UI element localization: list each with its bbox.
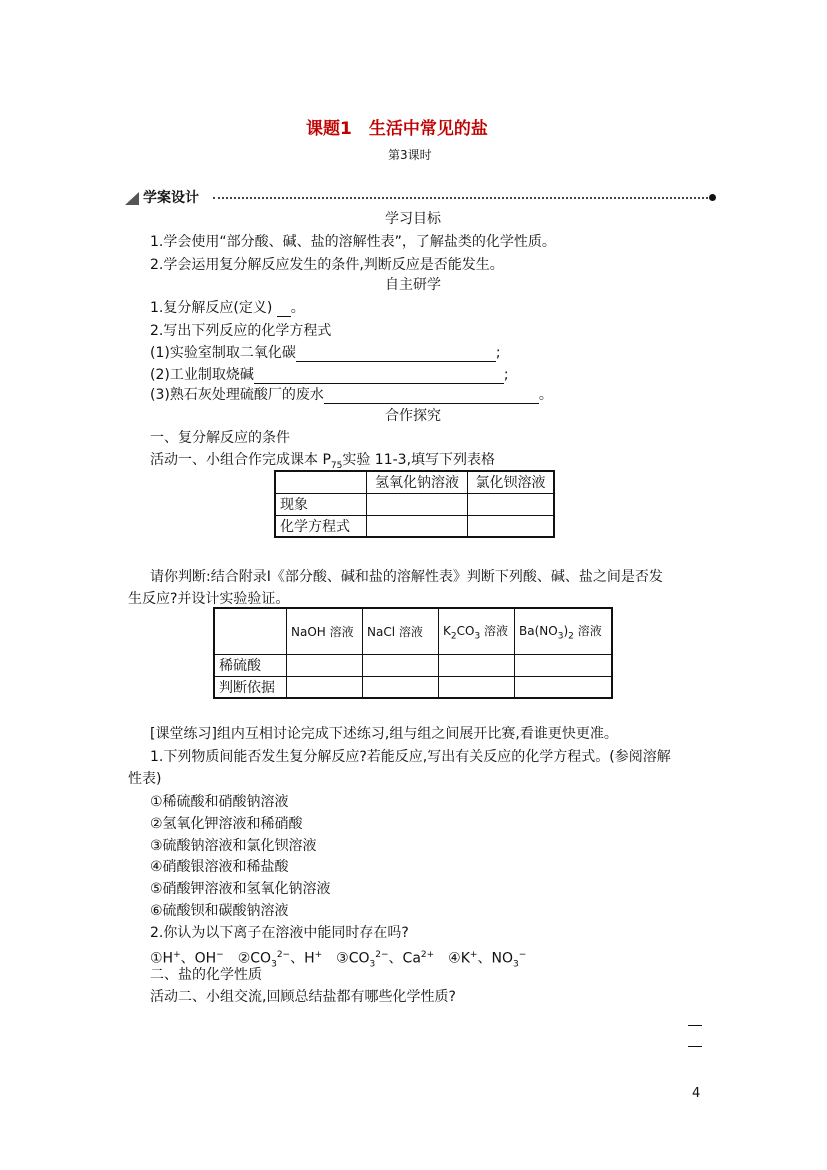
experiment-table bbox=[274, 470, 555, 538]
table-header: 氯化钡溶液 bbox=[468, 471, 555, 493]
practice-item: ②氢氧化钾溶液和稀硝酸 bbox=[150, 816, 303, 832]
formula-sub: 3 bbox=[557, 630, 564, 641]
judge-line-1: 请你判断:结合附录Ⅰ《部分酸、碱和盐的溶解性表》判断下列酸、碱、盐之间是否发 bbox=[150, 569, 663, 585]
question-2b bbox=[150, 366, 509, 384]
bullet-dot-icon bbox=[709, 194, 716, 201]
self-study-heading: 自主研学 bbox=[385, 277, 441, 293]
formula-sub: 2 bbox=[450, 630, 457, 641]
table-cell[interactable] bbox=[515, 654, 613, 676]
table-cell[interactable] bbox=[287, 654, 363, 676]
ion: ③CO bbox=[322, 950, 370, 967]
activity-1-text-b: 实验 11-3,填写下列表格 bbox=[342, 452, 496, 468]
formula-sub: 3 bbox=[474, 630, 481, 641]
formula-sub: 2 bbox=[568, 630, 574, 641]
ion: ①H bbox=[150, 950, 174, 967]
practice-q1-line2: 性表) bbox=[128, 771, 162, 787]
row-label: 化学方程式 bbox=[275, 515, 367, 537]
table-cell[interactable] bbox=[468, 493, 555, 515]
table-cell[interactable] bbox=[515, 676, 613, 698]
page-ref-sub: 75 bbox=[330, 460, 343, 471]
charge: + bbox=[173, 950, 181, 960]
row-label: 现象 bbox=[275, 493, 367, 515]
judge-line-2: 生反应?并设计实验验证。 bbox=[128, 591, 290, 607]
ion: 、H bbox=[290, 950, 315, 967]
question-2b-text: (2)工业制取烧碱 bbox=[150, 367, 254, 383]
question-1-text: 1.复分解反应(定义) bbox=[150, 300, 273, 316]
charge: − bbox=[216, 950, 224, 960]
charge: + bbox=[314, 950, 323, 960]
activity-1-text: 活动一、小组合作完成课本 P bbox=[150, 452, 331, 468]
ion: ④K bbox=[434, 950, 470, 967]
question-2a bbox=[150, 344, 501, 362]
answer-blank[interactable] bbox=[688, 1025, 702, 1026]
subscript: 3 bbox=[271, 959, 277, 970]
subscript: 3 bbox=[369, 959, 376, 970]
answer-blank[interactable] bbox=[296, 347, 496, 362]
page-number: 4 bbox=[692, 1086, 701, 1101]
practice-item: ①稀硫酸和硝酸钠溶液 bbox=[150, 794, 289, 810]
question-2c bbox=[150, 386, 553, 404]
table-header-empty bbox=[275, 471, 367, 493]
page-title: 课题1 生活中常见的盐 bbox=[306, 119, 488, 139]
section-banner bbox=[125, 189, 715, 207]
question-2a-text: (1)实验室制取二氧化碳 bbox=[150, 345, 296, 361]
formula-text: Ba(NO bbox=[519, 623, 558, 638]
solution-label: 溶液 bbox=[484, 623, 509, 638]
objective-1: 1.学会使用“部分酸、碱、盐的溶解性表”，了解盐类的化学性质。 bbox=[150, 234, 556, 250]
formula-text: K bbox=[443, 623, 451, 638]
question-1 bbox=[150, 299, 305, 317]
triangle-icon bbox=[125, 192, 139, 205]
punct: ; bbox=[495, 345, 501, 361]
punct: 。 bbox=[290, 300, 305, 316]
answer-blank[interactable] bbox=[277, 302, 291, 317]
punct: ; bbox=[503, 367, 509, 383]
objective-2: 2.学会运用复分解反应发生的条件,判断反应是否能发生。 bbox=[150, 257, 504, 273]
judgement-table bbox=[213, 607, 613, 699]
table-header: NaCl 溶液 bbox=[363, 608, 439, 654]
charge: 2− bbox=[276, 950, 291, 960]
part-1-heading: 一、复分解反应的条件 bbox=[150, 430, 290, 446]
table-header bbox=[439, 608, 515, 654]
practice-item: ⑥硫酸钡和碳酸钠溶液 bbox=[150, 903, 289, 919]
table-cell[interactable] bbox=[367, 493, 468, 515]
formula-text: ) bbox=[563, 623, 569, 638]
subscript: 3 bbox=[512, 959, 519, 970]
table-cell[interactable] bbox=[367, 515, 468, 537]
practice-q1-line1: 1.下列物质间能否发生复分解反应?若能反应,写出有关反应的化学方程式。(参阅溶解 bbox=[150, 749, 671, 765]
lesson-subtitle: 第3课时 bbox=[388, 148, 432, 162]
ion: ②CO bbox=[223, 950, 272, 967]
formula-text: CO bbox=[456, 623, 475, 638]
charge: 2− bbox=[375, 950, 389, 960]
answer-blank[interactable] bbox=[254, 369, 504, 384]
charge: 2+ bbox=[420, 950, 435, 960]
coop-heading: 合作探究 bbox=[385, 408, 441, 424]
punct: 。 bbox=[538, 387, 553, 403]
part-2-heading: 二、盐的化学性质 bbox=[150, 967, 262, 983]
practice-instructions: [课堂练习]组内互相讨论完成下述练习,组与组之间展开比赛,看谁更快更准。 bbox=[150, 726, 618, 742]
solution-label: 溶液 bbox=[577, 623, 602, 638]
table-header-empty bbox=[214, 608, 287, 654]
question-2c-text: (3)熟石灰处理硫酸厂的废水 bbox=[150, 387, 324, 403]
practice-item: ④硝酸银溶液和稀盐酸 bbox=[150, 859, 289, 875]
table-cell[interactable] bbox=[287, 676, 363, 698]
table-cell[interactable] bbox=[363, 676, 439, 698]
answer-blank[interactable] bbox=[324, 389, 539, 404]
banner-label: 学案设计 bbox=[143, 190, 199, 206]
ion: 、OH bbox=[180, 950, 217, 967]
answer-blank[interactable] bbox=[688, 1046, 702, 1047]
charge: + bbox=[469, 950, 478, 960]
row-label: 稀硫酸 bbox=[214, 654, 287, 676]
practice-item: ③硫酸钠溶液和氯化钡溶液 bbox=[150, 838, 317, 854]
dotted-divider bbox=[213, 197, 708, 199]
table-cell[interactable] bbox=[468, 515, 555, 537]
table-cell[interactable] bbox=[363, 654, 439, 676]
table-cell[interactable] bbox=[439, 676, 515, 698]
table-header: 氢氧化钠溶液 bbox=[367, 471, 468, 493]
table-cell[interactable] bbox=[439, 654, 515, 676]
activity-2: 活动二、小组交流,回顾总结盐都有哪些化学性质? bbox=[150, 989, 456, 1005]
question-2: 2.写出下列反应的化学方程式 bbox=[150, 323, 332, 339]
table-header bbox=[515, 608, 613, 654]
charge: − bbox=[518, 950, 527, 960]
table-header: NaOH 溶液 bbox=[287, 608, 363, 654]
ion: 、NO bbox=[477, 950, 513, 967]
practice-q2: 2.你认为以下离子在溶液中能同时存在吗? bbox=[150, 925, 409, 941]
objectives-heading: 学习目标 bbox=[385, 211, 441, 227]
row-label: 判断依据 bbox=[214, 676, 287, 698]
ion: 、Ca bbox=[388, 950, 421, 967]
practice-item: ⑤硝酸钾溶液和氢氧化钠溶液 bbox=[150, 881, 331, 897]
